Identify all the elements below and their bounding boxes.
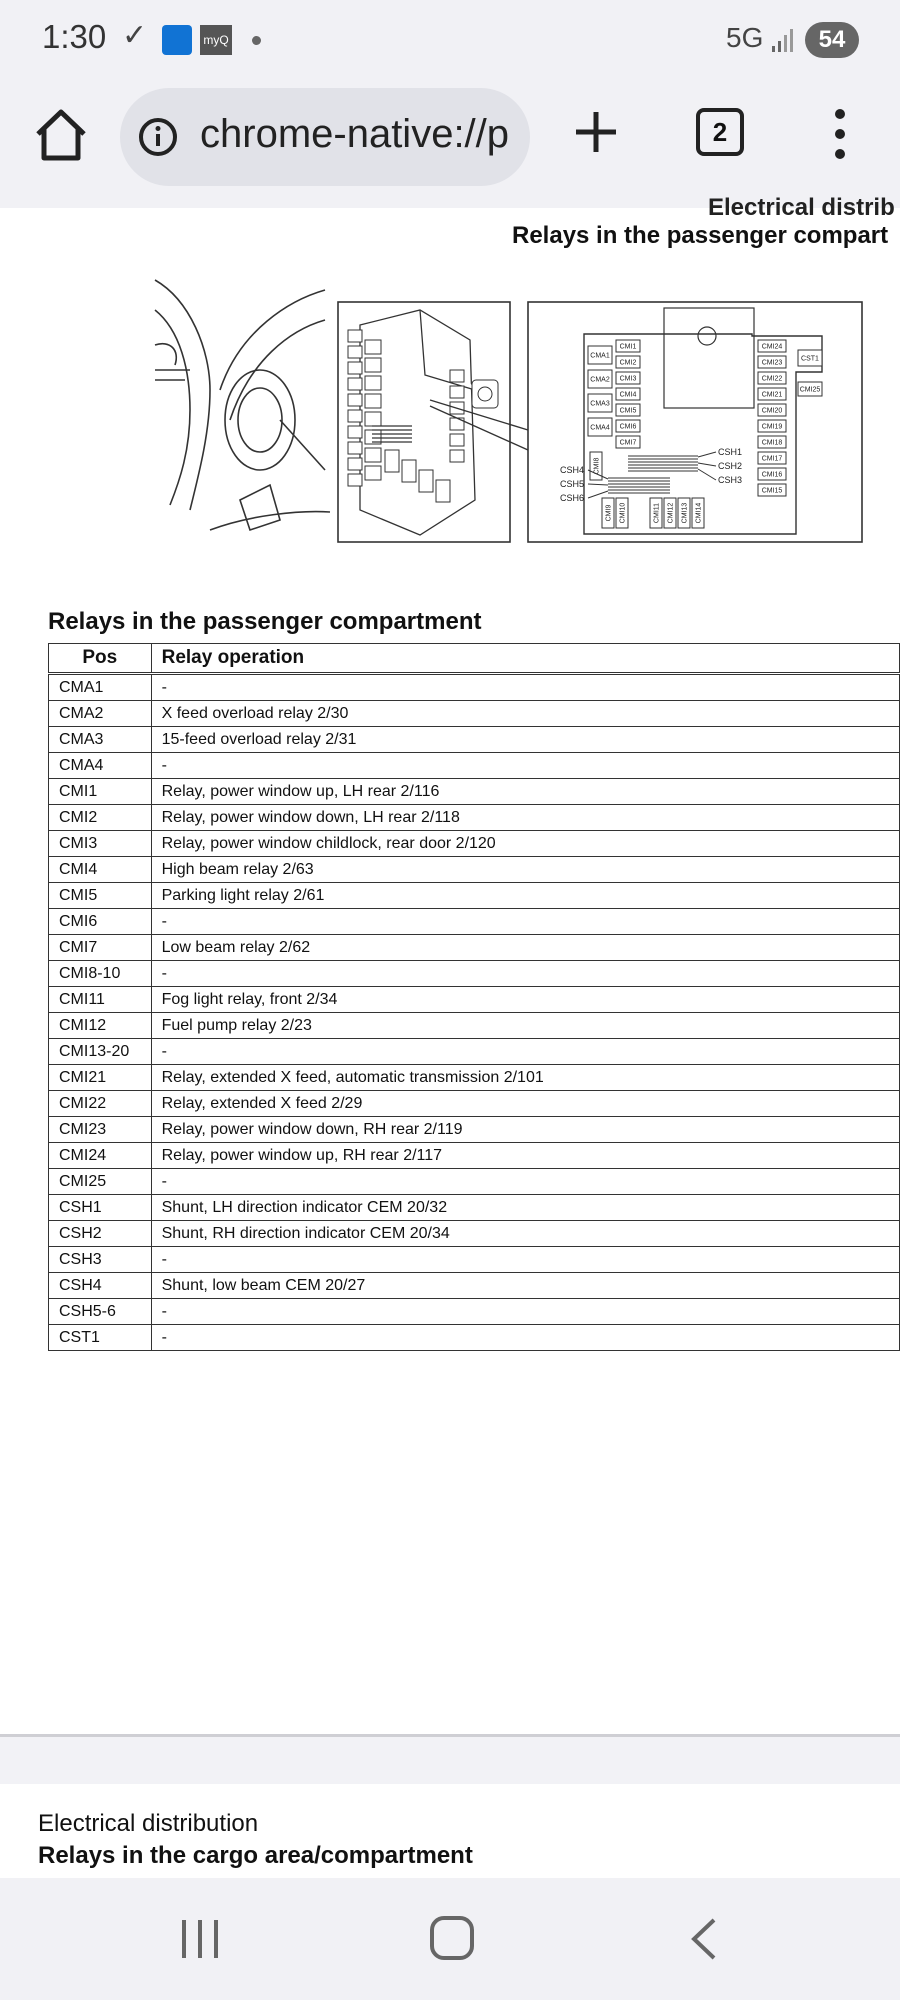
right-relay-labels (758, 340, 786, 496)
relay-slot-label: CMA4 (590, 424, 610, 432)
cell-operation: Relay, power window up, RH rear 2/117 (151, 1143, 899, 1169)
table-header-row (49, 644, 900, 674)
shunt-label: CSH6 (559, 493, 584, 503)
back-icon[interactable] (688, 1916, 718, 1962)
table-row (49, 753, 900, 779)
relay-slot-label: CMA2 (590, 376, 610, 384)
cell-operation: Fuel pump relay 2/23 (151, 1013, 899, 1039)
cell-operation: Fog light relay, front 2/34 (151, 987, 899, 1013)
shunt-label: CSH3 (718, 475, 743, 485)
relay-slot-label: CMI22 (761, 375, 783, 383)
relay-slot-label: CMA1 (590, 352, 610, 360)
relay-location-diagram (150, 270, 870, 570)
shunt-line (588, 491, 608, 498)
relay-slot-label: CMI11 (653, 502, 661, 524)
cell-pos: CMI22 (49, 1091, 152, 1117)
next-section-subtitle: Relays in the cargo area/compartment (38, 1842, 473, 1869)
next-page-preview (0, 1784, 900, 1878)
table-row (49, 1299, 900, 1325)
table-row (49, 883, 900, 909)
cell-operation: - (151, 1299, 899, 1325)
cell-pos: CMA4 (49, 753, 152, 779)
table-row (49, 987, 900, 1013)
relay-slot-label: CMI24 (761, 343, 783, 351)
more-menu-icon[interactable] (830, 104, 850, 164)
relay-slot-label: CMA3 (590, 400, 610, 408)
status-bar (0, 0, 900, 82)
cell-pos: CSH3 (49, 1247, 152, 1273)
browser-toolbar (0, 82, 900, 209)
table-row (49, 1013, 900, 1039)
info-icon[interactable] (138, 117, 178, 157)
table-row (49, 935, 900, 961)
recent-apps-icon[interactable] (180, 1918, 220, 1960)
cell-operation: Relay, power window up, LH rear 2/116 (151, 779, 899, 805)
shunt-label: CSH5 (559, 479, 584, 489)
tab-switcher-button[interactable]: 2 (696, 108, 744, 156)
cell-operation: Shunt, LH direction indicator CEM 20/32 (151, 1195, 899, 1221)
relay-slot-label: CMI17 (761, 455, 783, 463)
column-header-operation: Relay operation (151, 644, 899, 674)
home-nav-icon[interactable] (430, 1916, 474, 1960)
cell-pos: CSH4 (49, 1273, 152, 1299)
notification-dot-icon (252, 36, 261, 45)
table-row (49, 857, 900, 883)
table-row (49, 1195, 900, 1221)
shunt-line (698, 469, 716, 480)
table-row (49, 779, 900, 805)
next-section-title: Electrical distribution (38, 1810, 259, 1837)
relay-slot-label: CMI5 (619, 407, 637, 415)
table-row (49, 727, 900, 753)
shunt-label: CSH1 (718, 447, 743, 457)
outlook-icon (162, 25, 192, 55)
cell-operation: - (151, 909, 899, 935)
table-row (49, 1247, 900, 1273)
relay-center-block (664, 308, 754, 408)
cell-operation: Relay, power window childlock, rear door 2/120 (151, 831, 899, 857)
cell-pos: CSH5-6 (49, 1299, 152, 1325)
cut-heading: Electrical distrib (708, 194, 895, 221)
table-row (49, 1143, 900, 1169)
myq-icon: myQ (200, 25, 232, 55)
relay-slot-label: CMI25 (799, 386, 821, 394)
table-row (49, 1325, 900, 1351)
cell-operation: X feed overload relay 2/30 (151, 701, 899, 727)
relay-slot-label: CMI16 (761, 471, 783, 479)
table-row (49, 1169, 900, 1195)
page-subtitle: Relays in the passenger compart (512, 222, 889, 249)
bottom-relay-labels (602, 498, 704, 528)
car-interior-sketch (155, 280, 330, 530)
middle-relay-labels (616, 340, 640, 448)
url-bar[interactable] (120, 88, 530, 186)
table-title: Relays in the passenger compartment (48, 608, 482, 635)
cell-operation: Relay, extended X feed 2/29 (151, 1091, 899, 1117)
new-tab-icon[interactable] (570, 106, 622, 158)
cell-pos: CMI8-10 (49, 961, 152, 987)
system-nav-bar (0, 1878, 900, 2000)
table-row (49, 805, 900, 831)
cell-operation: - (151, 1247, 899, 1273)
table-row (49, 674, 900, 701)
column-header-pos: Pos (49, 644, 152, 674)
table-row (49, 701, 900, 727)
cell-pos: CMI6 (49, 909, 152, 935)
cell-pos: CMI21 (49, 1065, 152, 1091)
shunt-line (588, 484, 608, 485)
relay-slot-label: CMI2 (619, 359, 637, 367)
table-row (49, 1221, 900, 1247)
relay-slot-label: CMI13 (681, 502, 689, 524)
cell-pos: CMA2 (49, 701, 152, 727)
cell-pos: CMI5 (49, 883, 152, 909)
table-row (49, 1117, 900, 1143)
cell-pos: CMA3 (49, 727, 152, 753)
relay-slot-label: CMI14 (695, 502, 703, 524)
cell-pos: CSH1 (49, 1195, 152, 1221)
table-row (49, 961, 900, 987)
battery-indicator: 54 (805, 22, 859, 58)
relay-slot-label: CMI3 (619, 375, 637, 383)
relay-slot-label: CMI12 (667, 502, 675, 524)
cell-pos: CMA1 (49, 674, 152, 701)
cell-pos: CMI11 (49, 987, 152, 1013)
relay-center-hole (698, 327, 716, 345)
table-row (49, 831, 900, 857)
table-row (49, 1065, 900, 1091)
cell-operation: High beam relay 2/63 (151, 857, 899, 883)
cell-pos: CMI3 (49, 831, 152, 857)
relay-slot-label: CMI21 (761, 391, 783, 399)
cell-operation: Relay, power window down, LH rear 2/118 (151, 805, 899, 831)
home-icon[interactable] (32, 106, 90, 164)
table-row (49, 1039, 900, 1065)
cell-pos: CMI12 (49, 1013, 152, 1039)
cell-pos: CMI13-20 (49, 1039, 152, 1065)
cell-operation: - (151, 1325, 899, 1351)
cell-operation: - (151, 961, 899, 987)
shunt-labels (560, 447, 742, 503)
cell-operation: Relay, power window down, RH rear 2/119 (151, 1117, 899, 1143)
cell-pos: CMI2 (49, 805, 152, 831)
relay-slot-label: CST1 (801, 355, 819, 363)
cell-operation: - (151, 753, 899, 779)
relay-table-body (49, 674, 900, 1351)
cell-operation: Shunt, low beam CEM 20/27 (151, 1273, 899, 1299)
left-relay-labels (588, 346, 612, 436)
relay-slot-label: CMI10 (619, 502, 627, 524)
cell-operation: - (151, 1169, 899, 1195)
cell-operation: Low beam relay 2/62 (151, 935, 899, 961)
cell-pos: CMI24 (49, 1143, 152, 1169)
relay-slot-label: CMI4 (619, 391, 637, 399)
relay-slot-label: CMI20 (761, 407, 783, 415)
table-row (49, 909, 900, 935)
url-text[interactable]: chrome-native://p (200, 112, 510, 156)
cell-pos: CST1 (49, 1325, 152, 1351)
status-time: 1:30 (42, 18, 107, 55)
shunt-line (698, 452, 716, 457)
check-icon: ✓ (122, 19, 148, 52)
table-row (49, 1273, 900, 1299)
network-type: 5G (726, 22, 764, 53)
relay-slot-label: CMI19 (761, 423, 783, 431)
relay-slot-label: CMI15 (761, 487, 783, 495)
page-separator (0, 1734, 900, 1787)
relay-slot-label: CMI6 (619, 423, 637, 431)
relay-slot-label: CMI8 (593, 457, 601, 475)
cell-pos: CMI23 (49, 1117, 152, 1143)
cell-operation: Parking light relay 2/61 (151, 883, 899, 909)
cell-operation: Shunt, RH direction indicator CEM 20/34 (151, 1221, 899, 1247)
signal-icon (771, 26, 795, 54)
cell-pos: CMI1 (49, 779, 152, 805)
relay-slot-label: CMI23 (761, 359, 783, 367)
cell-pos: CMI7 (49, 935, 152, 961)
relay-slot-label: CMI7 (619, 439, 637, 447)
shunt-line (698, 463, 716, 466)
relay-slot-label: CMI9 (605, 504, 613, 522)
table-row (49, 1091, 900, 1117)
cell-pos: CMI25 (49, 1169, 152, 1195)
cell-operation: - (151, 1039, 899, 1065)
cell-operation: Relay, extended X feed, automatic transmission 2/101 (151, 1065, 899, 1091)
shunt-label: CSH4 (559, 465, 584, 475)
cell-operation: 15-feed overload relay 2/31 (151, 727, 899, 753)
relay-slot-label: CMI18 (761, 439, 783, 447)
document-page (0, 194, 900, 1734)
cell-operation: - (151, 674, 899, 701)
relay-slot-label: CMI1 (619, 343, 637, 351)
relay-table (48, 643, 900, 1351)
cell-pos: CMI4 (49, 857, 152, 883)
cell-pos: CSH2 (49, 1221, 152, 1247)
shunt-label: CSH2 (718, 461, 743, 471)
